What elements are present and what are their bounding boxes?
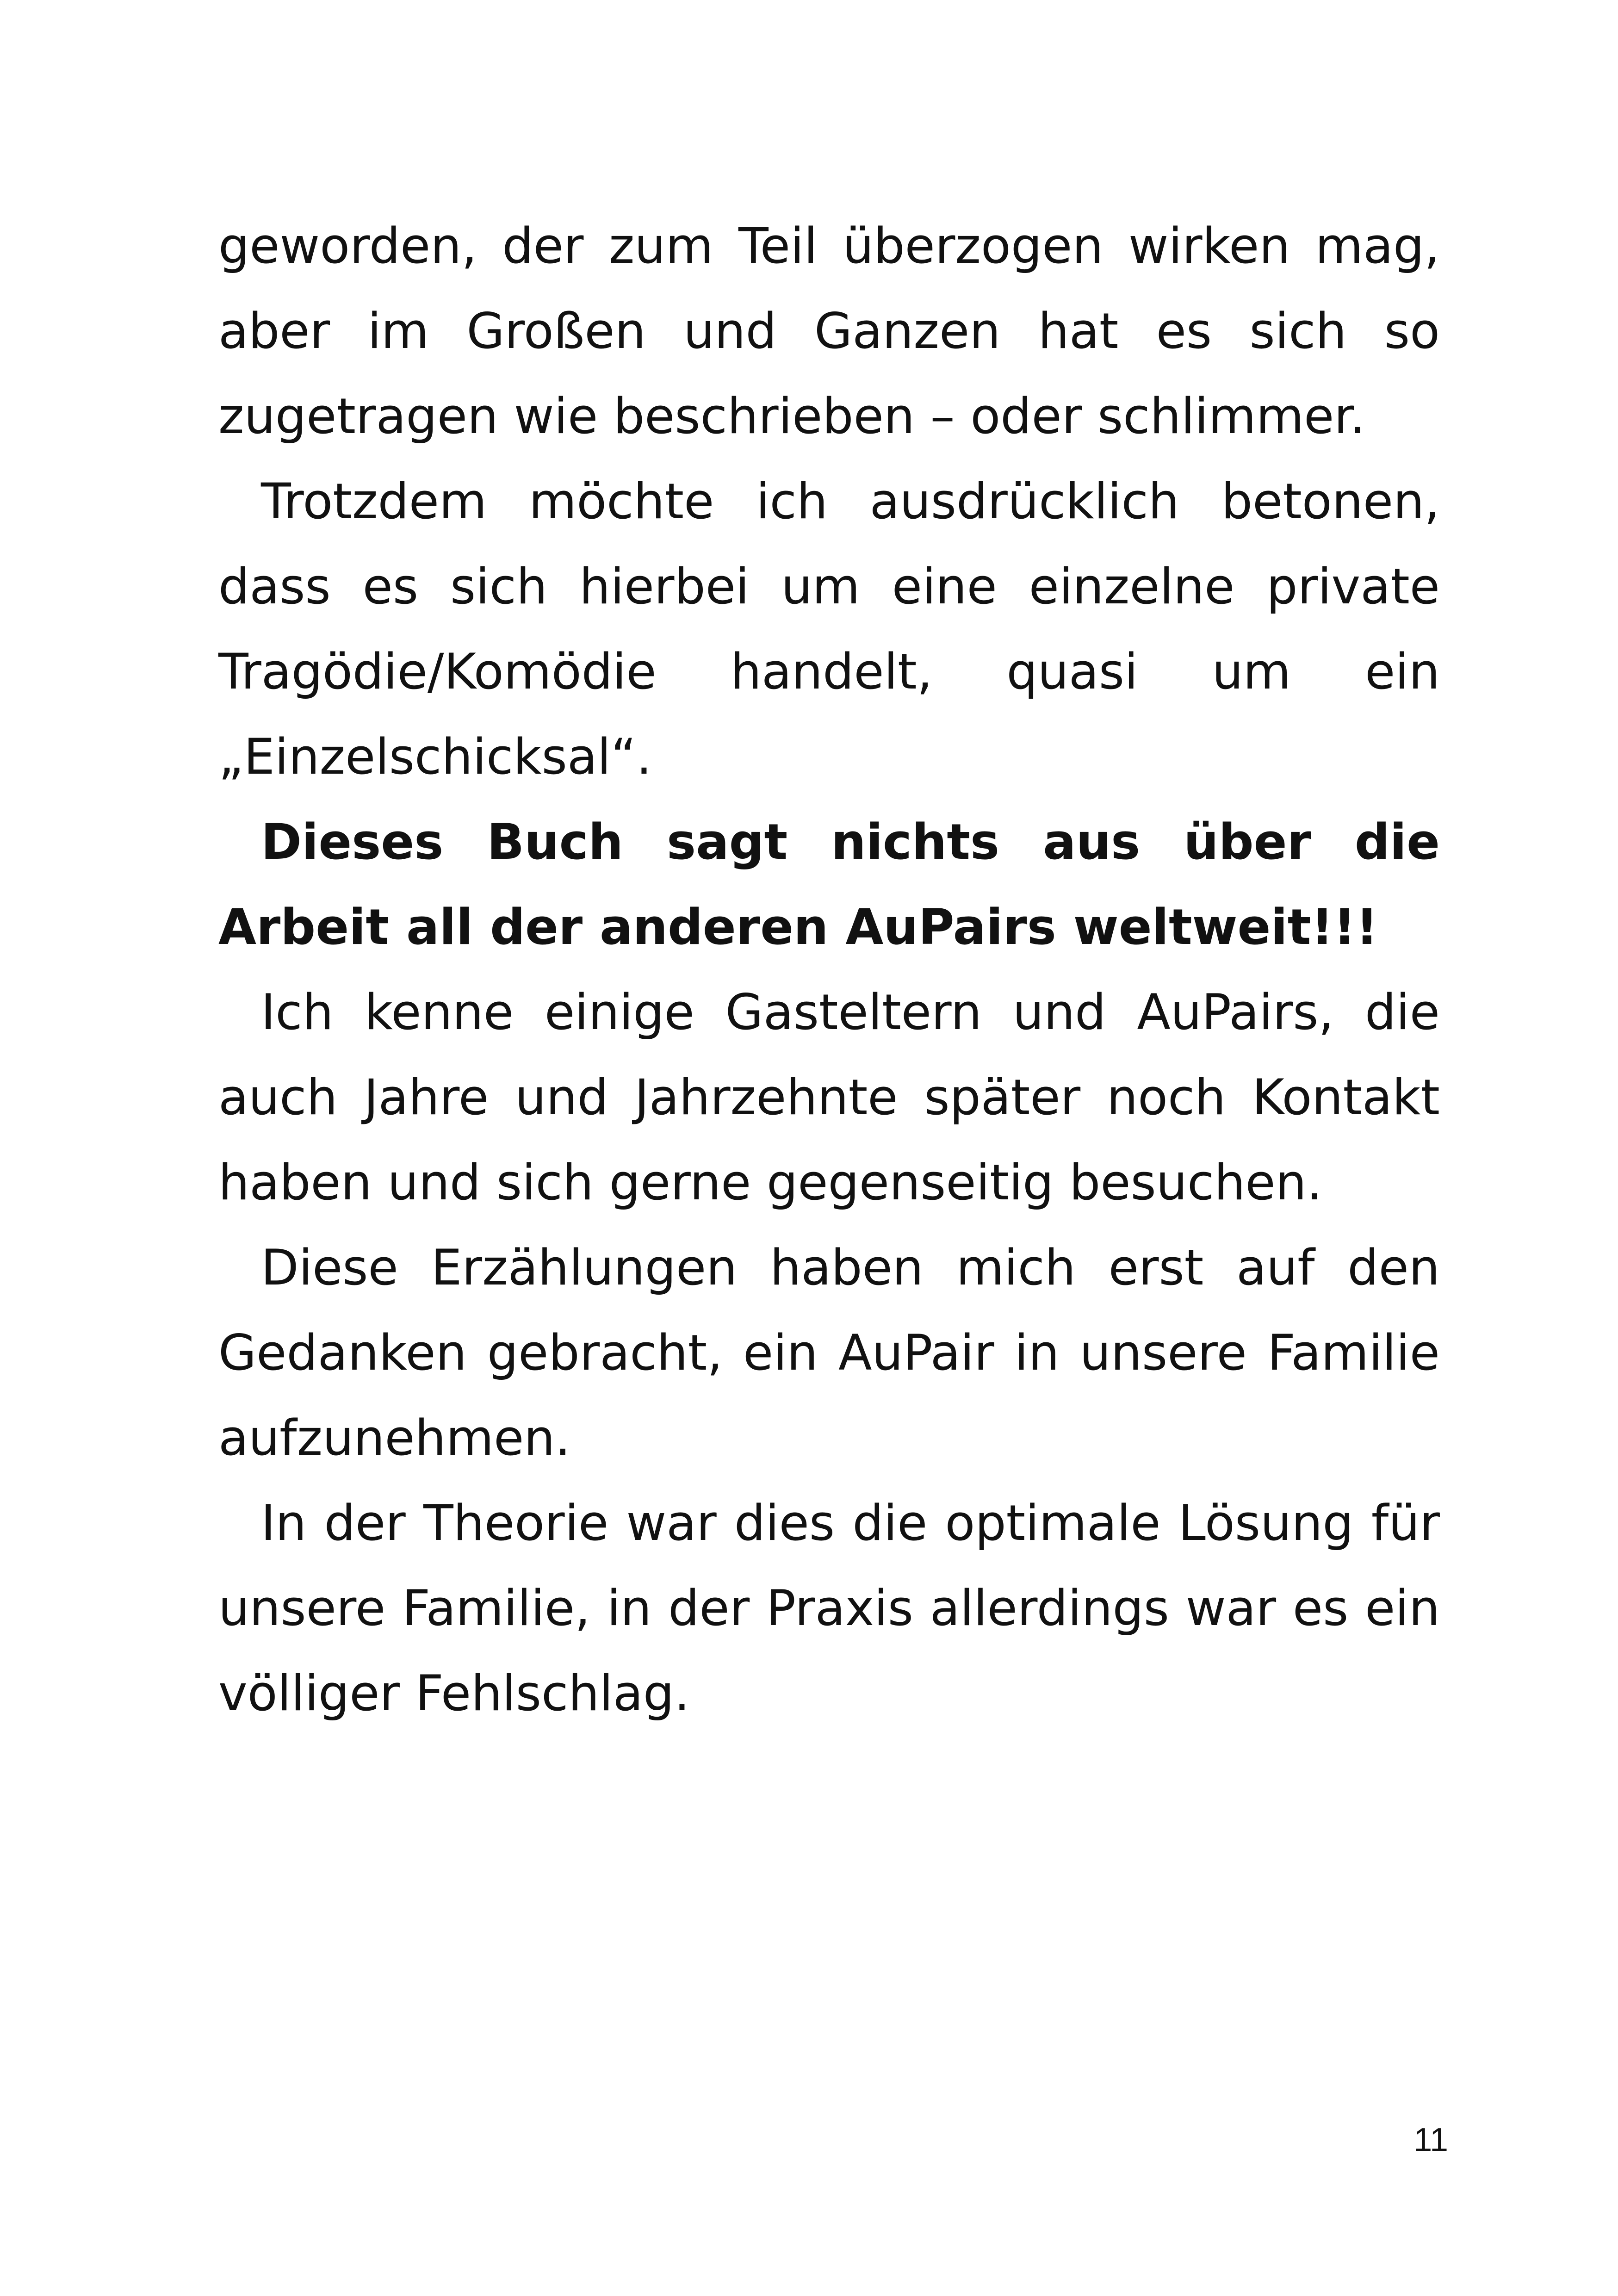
paragraph-inspiration: Diese Erzählungen haben mich erst auf den Gedanken gebracht, ein AuPair in unsere Familie aufzunehmen. bbox=[218, 1239, 1440, 1466]
paragraph-conclusion: In der Theorie war dies die optimale Lösung für unsere Familie, in der Praxis allerdings war es ein völliger Fehlschlag. bbox=[218, 1495, 1440, 1722]
paragraph-continuation: geworden, der zum Teil überzogen wirken mag, aber im Großen und Ganzen hat es sich so zugetragen wie beschrieben – oder schlimmer. bbox=[218, 217, 1440, 445]
paragraph-bold-disclaimer: Dieses Buch sagt nichts aus über die Arbeit all der anderen AuPairs weltweit!!! bbox=[218, 813, 1440, 956]
body-text bbox=[218, 204, 1440, 1736]
paragraph-host-families: Ich kenne einige Gasteltern und AuPairs, die auch Jahre und Jahrzehnte später noch Kontakt haben und sich gerne gegenseitig besuchen. bbox=[218, 984, 1440, 1211]
page-number: 11 bbox=[1413, 2122, 1448, 2159]
paragraph-emphasis-note: Trotzdem möchte ich ausdrücklich betonen, dass es sich hierbei um eine einzelne private Tragödie/Komödie handelt, quasi um ein „Einzelschicksal“. bbox=[218, 473, 1440, 785]
